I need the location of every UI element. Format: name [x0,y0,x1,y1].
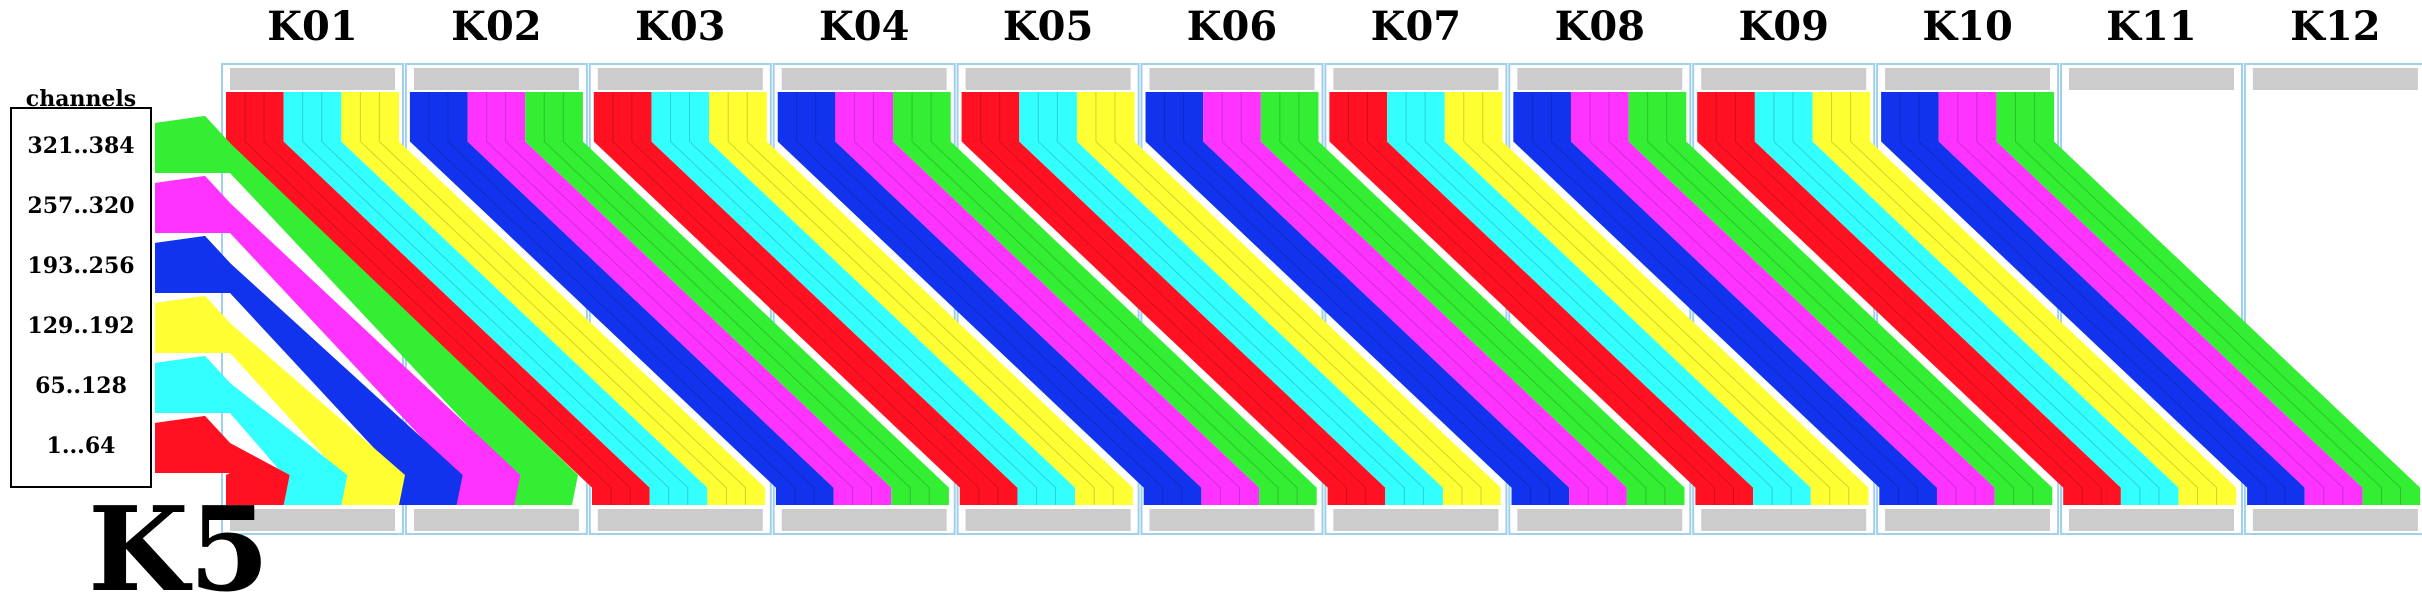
bottom-connector-bar [598,509,763,531]
column-title-k06: K06 [1186,3,1278,50]
top-connector-bar [2069,68,2234,90]
bottom-connector-bar [2069,509,2234,531]
bottom-connector-bar [1517,509,1682,531]
top-connector-bar [1885,68,2050,90]
bottom-connector-bar [2253,509,2418,531]
legend-item-label: 65..128 [35,373,127,399]
column-title-k02: K02 [451,3,542,50]
column-title-k10: K10 [1922,3,2013,50]
column-title-k01: K01 [267,3,358,50]
bottom-connector-bar [1701,509,1866,531]
top-connector-bar [966,68,1131,90]
legend-title: channels [25,86,137,112]
column-title-k03: K03 [635,3,726,50]
legend-item-label: 257..320 [27,193,135,219]
column-title-k05: K05 [1002,3,1094,50]
column-title-k07: K07 [1370,3,1462,50]
top-connector-bar [1701,68,1866,90]
column-title-k09: K09 [1738,3,1829,50]
legend-item-label: 193..256 [27,253,135,279]
top-connector-bar [1517,68,1682,90]
top-connector-bar [414,68,579,90]
legend-item-label: 321..384 [27,133,135,159]
top-connector-bar [2253,68,2418,90]
channel-legend [11,86,151,487]
top-connector-bar [1150,68,1315,90]
diagram-label: K5 [88,482,270,592]
column-title-k11: K11 [2106,3,2197,50]
legend-item-label: 1...64 [46,433,116,459]
column-title-k04: K04 [818,3,910,50]
bottom-connector-bar [782,509,947,531]
top-connector-bar [1333,68,1498,90]
top-connector-bar [598,68,763,90]
bottom-connector-bar [1150,509,1315,531]
legend-item-label: 129..192 [27,313,135,339]
column-title-k08: K08 [1554,3,1646,50]
top-connector-bar [230,68,395,90]
bottom-connector-bar [966,509,1131,531]
legend-box [11,108,151,487]
top-connector-bar [782,68,947,90]
bottom-connector-bar [1885,509,2050,531]
channel-bands [155,92,2420,505]
bottom-connector-bar [414,509,579,531]
column-titles [267,3,2380,50]
bottom-connector-bar [1333,509,1498,531]
column-title-k12: K12 [2290,3,2381,50]
